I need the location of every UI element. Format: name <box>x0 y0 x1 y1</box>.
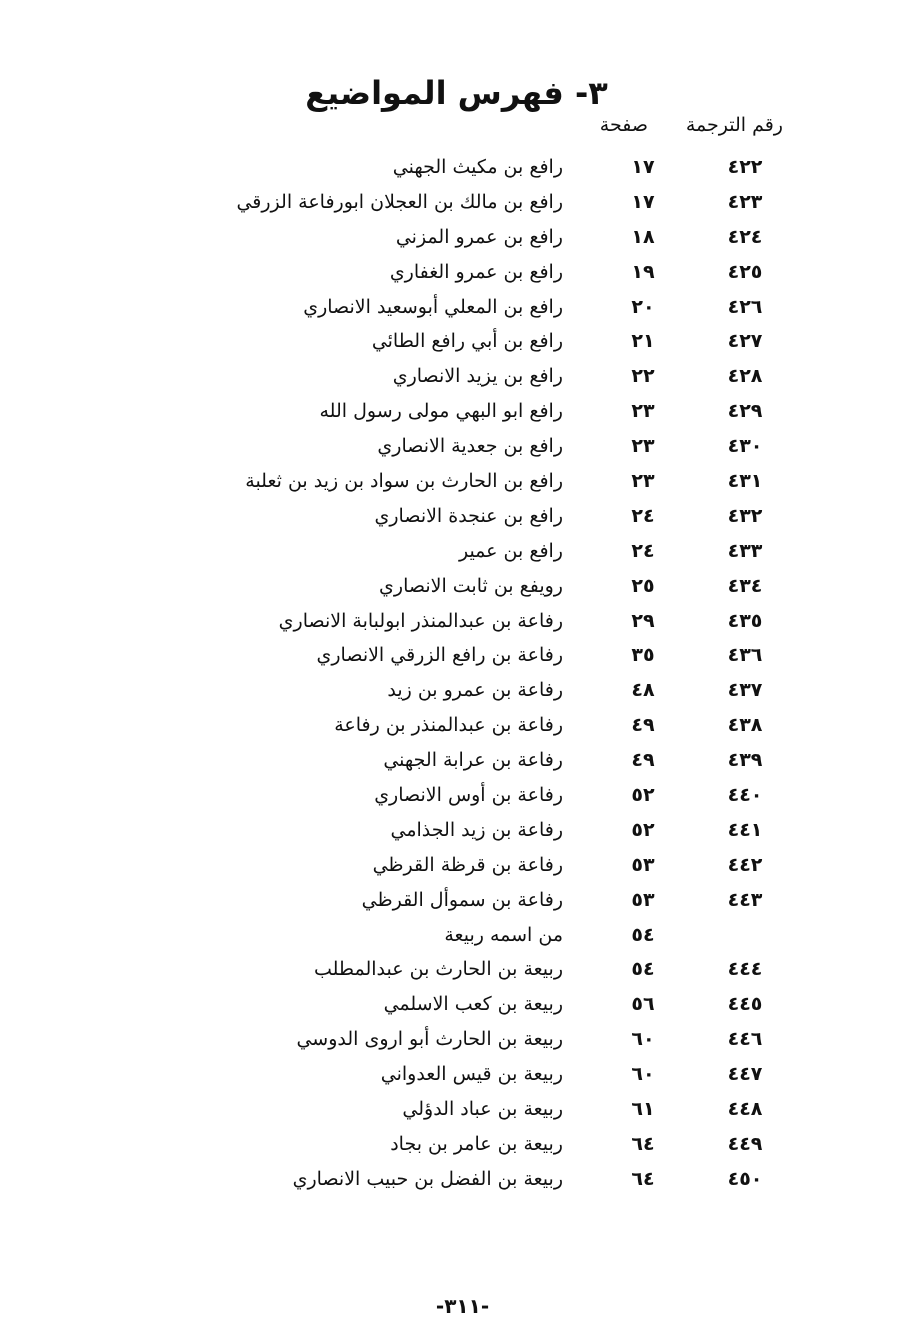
entry-number: ٤٤٤ <box>727 958 763 981</box>
index-row <box>0 987 903 1022</box>
entry-name: رافع بن مالك بن العجلان ابورفاعة الزرقي <box>236 190 563 213</box>
section-heading: من اسمه ربيعة <box>444 923 563 946</box>
entry-name: ربيعة بن كعب الاسلمي <box>383 993 563 1016</box>
entry-page: ٤٨ <box>631 679 655 702</box>
entry-name: رفاعة بن رافع الزرقي الانصاري <box>316 644 563 667</box>
entry-name: ربيعة بن عامر بن بجاد <box>390 1132 563 1155</box>
entry-number: ٤٤٨ <box>727 1098 763 1121</box>
entry-page: ٤٩ <box>631 714 655 737</box>
entry-page: ١٨ <box>631 225 655 248</box>
entry-number: ٤٣٥ <box>727 609 763 632</box>
entry-name: رافع بن عمرو المزني <box>395 225 563 248</box>
entry-page: ١٧ <box>631 190 655 213</box>
entry-page: ١٧ <box>631 156 655 178</box>
page-number: -٣١١- <box>435 1294 490 1318</box>
entry-name: رافع بن الحارث بن سواد بن زيد بن ثعلبة <box>245 470 563 493</box>
index-row <box>0 290 903 325</box>
index-row <box>0 429 903 464</box>
entry-page: ٢٣ <box>631 400 655 423</box>
entry-page: ٦٤ <box>631 1167 655 1190</box>
entry-name: رافع بن عنجدة الانصاري <box>374 504 563 527</box>
entry-number: ٤٣٩ <box>727 749 763 772</box>
entry-number: ٤٤٢ <box>727 853 763 876</box>
index-row <box>0 1092 903 1127</box>
entry-name: رافع بن يزيد الانصاري <box>392 365 563 388</box>
index-row <box>0 394 903 429</box>
entry-page: ١٩ <box>631 260 655 283</box>
index-row <box>0 673 903 708</box>
entry-name: ربيعة بن قيس العدواني <box>380 1063 563 1086</box>
entry-number: ٤٢٨ <box>727 365 763 388</box>
index-row <box>0 220 903 255</box>
entry-name: رفاعة بن أوس الانصاري <box>374 784 563 807</box>
entry-name: ربيعة بن الحارث بن عبدالمطلب <box>313 958 563 981</box>
entry-number: ٤٣٣ <box>727 539 763 562</box>
entry-page: ٢٤ <box>631 539 655 562</box>
entry-page: ٢٤ <box>631 504 655 527</box>
entry-page: ٢١ <box>631 330 655 353</box>
entry-page: ٢٩ <box>631 609 655 632</box>
entry-name: رافع بن جعدية الانصاري <box>377 435 563 458</box>
index-row <box>0 534 903 569</box>
entry-number: ٤٢٢ <box>727 156 763 178</box>
entry-number: ٤٤٧ <box>727 1063 763 1086</box>
entry-page: ٦١ <box>631 1098 655 1121</box>
entry-number: ٤٣٠ <box>727 435 763 458</box>
entry-name: رفاعة بن سموأل القرظي <box>361 888 563 911</box>
entry-name: رفاعة بن عمرو بن زيد <box>387 679 563 702</box>
index-row <box>0 1057 903 1092</box>
entry-number: ٤٣٧ <box>727 679 763 702</box>
entry-number: ٤٤٦ <box>727 1028 763 1051</box>
entry-number: ٤٣٦ <box>727 644 763 667</box>
index-row <box>0 499 903 534</box>
entry-page: ٢٥ <box>631 574 655 597</box>
entry-page: ٥٦ <box>631 993 655 1016</box>
index-row <box>0 569 903 604</box>
index-row <box>0 883 903 918</box>
entry-name: ربيعة بن الحارث أبو اروى الدوسي <box>296 1028 563 1051</box>
entry-name: رافع بن أبي رافع الطائي <box>371 330 563 353</box>
index-row <box>0 324 903 359</box>
page-title: ٣- فهرس المواضيع <box>305 74 608 112</box>
entry-page: ٥٣ <box>631 888 655 911</box>
entry-name: رافع ابو البهي مولى رسول الله <box>319 400 563 423</box>
entry-number: ٤٢٥ <box>727 260 763 283</box>
entry-number: ٤٣٨ <box>727 714 763 737</box>
index-row <box>0 848 903 883</box>
entry-number: ٤٤٠ <box>727 784 763 807</box>
index-row <box>0 604 903 639</box>
entry-page: ٢٣ <box>631 470 655 493</box>
entry-number: ٤٤٣ <box>727 888 763 911</box>
column-header-page: صفحة <box>599 114 648 136</box>
entry-name: رافع بن عمير <box>458 539 563 562</box>
entry-number: ٤٢٦ <box>727 295 763 318</box>
index-row <box>0 778 903 813</box>
entry-number: ٤٤١ <box>727 818 763 841</box>
entry-name: رفاعة بن عرابة الجهني <box>383 749 563 772</box>
index-row <box>0 150 903 185</box>
entry-page: ٦٤ <box>631 1132 655 1155</box>
entry-name: رافع بن المعلي أبوسعيد الانصاري <box>303 295 563 318</box>
entry-name: ربيعة بن عباد الدؤلي <box>402 1098 563 1121</box>
entry-number: ٤٣٤ <box>727 574 763 597</box>
entry-page: ٥٢ <box>631 818 655 841</box>
entry-page: ٥٣ <box>631 853 655 876</box>
entry-page: ٦٠ <box>631 1028 655 1051</box>
entry-number: ٤٣١ <box>727 470 763 493</box>
entry-page: ٥٤ <box>631 958 655 981</box>
index-row <box>0 813 903 848</box>
entry-page: ٢٣ <box>631 435 655 458</box>
index-row <box>0 638 903 673</box>
entry-number: ٤٢٧ <box>727 330 763 353</box>
entry-number: ٤٣٢ <box>727 504 763 527</box>
column-header-entry-number: رقم الترجمة <box>685 114 783 136</box>
entry-name: رافع بن عمرو الغفاري <box>389 260 563 283</box>
entry-number: ٤٢٣ <box>727 190 763 213</box>
index-row <box>0 359 903 394</box>
entry-name: رفاعة بن عبدالمنذر ابولبابة الانصاري <box>278 609 563 632</box>
entry-number: ٤٢٩ <box>727 400 763 423</box>
entry-name: ربيعة بن الفضل بن حبيب الانصاري <box>292 1167 563 1190</box>
entry-page: ٢٠ <box>631 295 655 318</box>
entry-page: ٤٩ <box>631 749 655 772</box>
entry-number: ٤٤٥ <box>727 993 763 1016</box>
entry-name: رفاعة بن عبدالمنذر بن رفاعة <box>334 714 563 737</box>
index-row <box>0 708 903 743</box>
entry-page: ٦٠ <box>631 1063 655 1086</box>
entry-number: ٤٥٠ <box>727 1167 763 1190</box>
entry-page: ٥٤ <box>631 923 655 946</box>
index-row <box>0 1162 903 1197</box>
index-row <box>0 743 903 778</box>
entry-name: رافع بن مكيث الجهني <box>392 156 563 178</box>
entry-number: ٤٤٩ <box>727 1132 763 1155</box>
entry-page: ٣٥ <box>631 644 655 667</box>
index-section-row <box>0 918 903 953</box>
entry-name: رفاعة بن قرظة القرظي <box>372 853 563 876</box>
index-row <box>0 255 903 290</box>
index-row <box>0 185 903 220</box>
index-list <box>0 150 903 1197</box>
index-row <box>0 952 903 987</box>
index-row <box>0 464 903 499</box>
entry-page: ٥٢ <box>631 784 655 807</box>
entry-number: ٤٢٤ <box>727 225 763 248</box>
entry-page: ٢٢ <box>631 365 655 388</box>
entry-name: رفاعة بن زيد الجذامي <box>390 818 563 841</box>
entry-name: رويفع بن ثابت الانصاري <box>379 574 563 597</box>
index-row <box>0 1022 903 1057</box>
index-row <box>0 1127 903 1162</box>
